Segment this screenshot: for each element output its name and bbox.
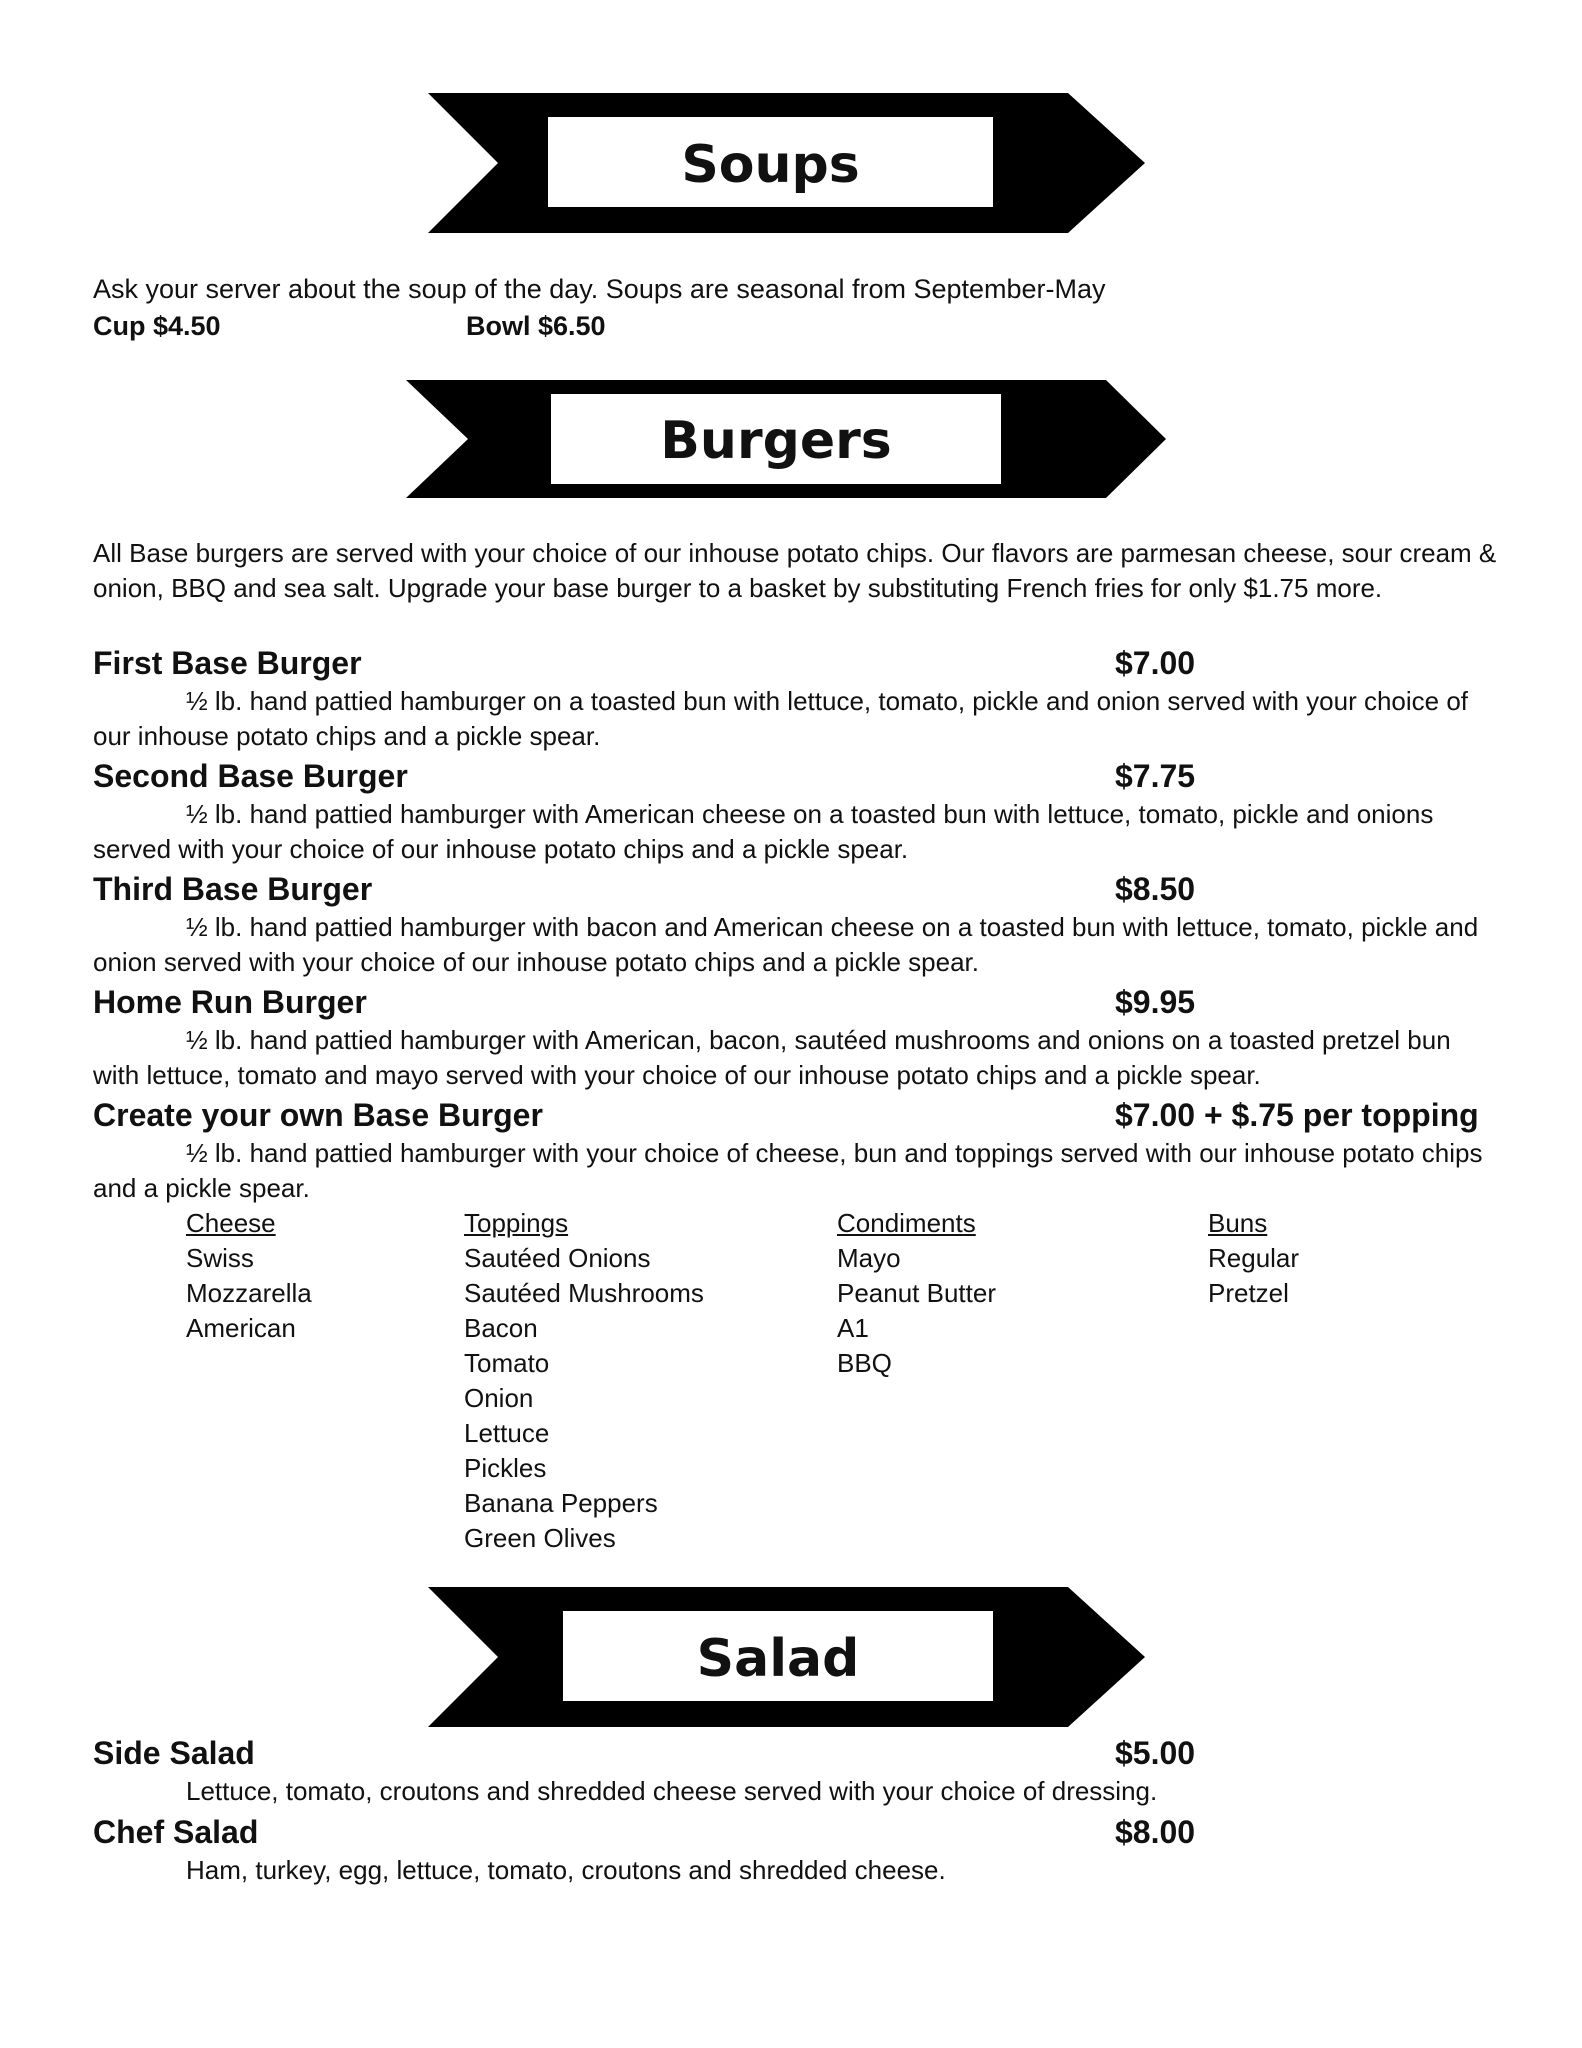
soups-intro: Ask your server about the soup of the day. Soups are seasonal from September-May [93, 274, 1106, 304]
cheese-options [186, 1206, 312, 1346]
option-item: Lettuce [464, 1418, 550, 1448]
item-name: Chef Salad [93, 1814, 259, 1850]
item-name: Second Base Burger [93, 758, 408, 794]
options-header: Toppings [464, 1208, 569, 1238]
toppings-options [464, 1206, 704, 1556]
burgers-banner [406, 380, 1166, 498]
buns-options [1208, 1206, 1299, 1311]
salad-title: Salad [696, 1629, 860, 1689]
item-description: ½ lb. hand pattied hamburger with American, bacon, sautéed mushrooms and onions on a toasted pretzel bun with lettuce, tomato and mayo served with your choice of our inhouse potato chips and a pickle spear. [93, 1025, 1451, 1090]
options-header: Buns [1208, 1208, 1268, 1238]
item-name: Home Run Burger [93, 984, 367, 1020]
option-item: Peanut Butter [837, 1278, 996, 1308]
salad-banner [428, 1587, 1145, 1727]
burgers-title: Burgers [660, 411, 892, 471]
option-item: Swiss [186, 1243, 254, 1273]
option-item: A1 [837, 1313, 869, 1343]
item-name: Create your own Base Burger [93, 1097, 543, 1133]
item-description: ½ lb. hand pattied hamburger with your choice of cheese, bun and toppings served with our inhouse potato chips and a pickle spear. [93, 1138, 1483, 1203]
option-item: Banana Peppers [464, 1488, 658, 1518]
option-item: Onion [464, 1383, 534, 1413]
option-item: Green Olives [464, 1523, 616, 1553]
option-item: Mayo [837, 1243, 901, 1273]
item-price: $8.00 [1115, 1814, 1196, 1850]
condiments-options [837, 1206, 996, 1381]
item-description: ½ lb. hand pattied hamburger with bacon and American cheese on a toasted bun with lettuce, tomato, pickle and onion served with your choice of our inhouse potato chips and a pickle spear. [93, 912, 1479, 977]
option-item: Tomato [464, 1348, 550, 1378]
options-header: Cheese [186, 1208, 276, 1238]
item-name: First Base Burger [93, 645, 362, 681]
option-item: Mozzarella [186, 1278, 312, 1308]
item-description: ½ lb. hand pattied hamburger with American cheese on a toasted bun with lettuce, tomato, pickle and onions served with your choice of our inhouse potato chips and a pickle spear. [93, 799, 1434, 864]
option-item: American [186, 1313, 296, 1343]
options-header: Condiments [837, 1208, 976, 1238]
item-price: $7.75 [1115, 758, 1196, 794]
item-price: $9.95 [1115, 984, 1196, 1020]
option-item: Sautéed Onions [464, 1243, 651, 1273]
option-item: Regular [1208, 1243, 1300, 1273]
item-price: $8.50 [1115, 871, 1196, 907]
item-price: $5.00 [1115, 1735, 1196, 1771]
item-description: ½ lb. hand pattied hamburger on a toasted bun with lettuce, tomato, pickle and onion served with your choice of our inhouse potato chips and a pickle spear. [93, 686, 1469, 751]
soups-title: Soups [681, 135, 860, 195]
option-item: Pretzel [1208, 1278, 1289, 1308]
item-name: Third Base Burger [93, 871, 373, 907]
option-item: Pickles [464, 1453, 547, 1483]
item-price: $7.00 + $.75 per topping [1115, 1097, 1479, 1133]
item-description: Ham, turkey, egg, lettuce, tomato, croutons and shredded cheese. [186, 1855, 946, 1885]
option-item: BBQ [837, 1348, 892, 1378]
burgers-intro: All Base burgers are served with your choice of our inhouse potato chips. Our flavors are parmesan cheese, sour cream & onion, BBQ and sea salt. Upgrade your base burger to a basket by substituting French fries for only $1.75 more. [93, 538, 1497, 603]
item-price: $7.00 [1115, 645, 1196, 681]
option-item: Bacon [464, 1313, 538, 1343]
soup-bowl-price: Bowl $6.50 [466, 311, 606, 341]
soups-banner [428, 93, 1145, 233]
soup-cup-price: Cup $4.50 [93, 311, 221, 341]
item-name: Side Salad [93, 1735, 255, 1771]
option-item: Sautéed Mushrooms [464, 1278, 704, 1308]
item-description: Lettuce, tomato, croutons and shredded cheese served with your choice of dressing. [186, 1776, 1158, 1806]
